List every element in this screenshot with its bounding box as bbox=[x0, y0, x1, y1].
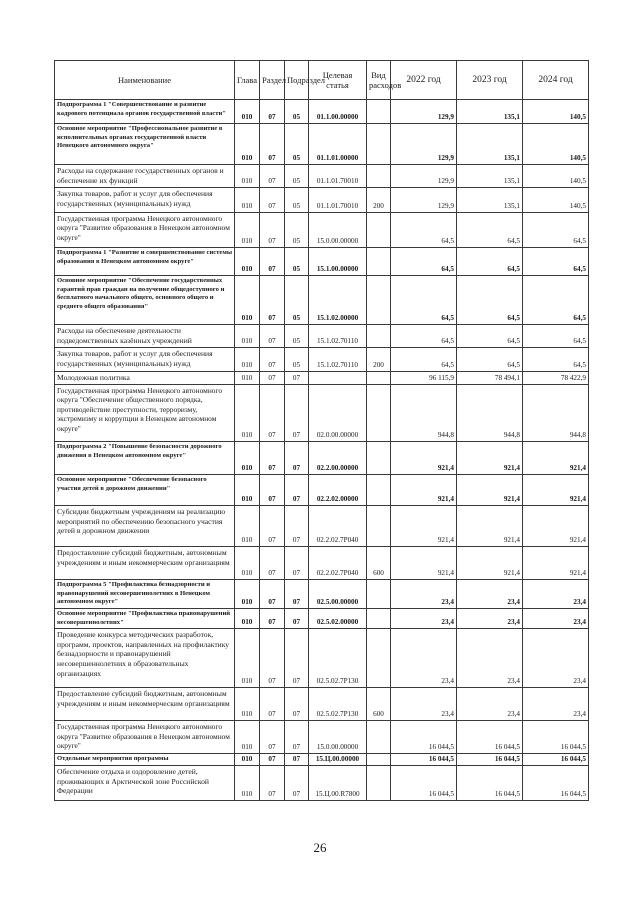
row-2022-value: 129,9 bbox=[391, 188, 457, 213]
row-section-cell: 07 bbox=[260, 248, 285, 276]
row-chapter-cell: 010 bbox=[235, 629, 260, 688]
row-article-cell: 01.1.00.00000 bbox=[309, 100, 367, 124]
row-2024-value: 23,4 bbox=[523, 580, 589, 609]
row-2024-value: 78 422,9 bbox=[523, 372, 589, 385]
row-chapter-cell: 010 bbox=[235, 372, 260, 385]
header-article: Целевая статья bbox=[309, 61, 367, 100]
header-year-2024: 2024 год bbox=[523, 61, 589, 100]
row-2023-value: 64,5 bbox=[457, 325, 523, 348]
row-article-cell: 02.5.02.7Р130 bbox=[309, 688, 367, 721]
row-expense-type-cell bbox=[367, 213, 391, 248]
row-2024-value: 64,5 bbox=[523, 348, 589, 372]
row-expense-type-cell bbox=[367, 385, 391, 442]
row-2023-value: 23,4 bbox=[457, 629, 523, 688]
row-name-cell: Проведение конкурса методических разработок, программ, проектов, направленных на профилактику безнадзорности и правонарушений несовершеннолетних в образовательных организациях bbox=[55, 629, 235, 688]
table-row bbox=[55, 124, 589, 165]
row-name-cell: Государственная программа Ненецкого автономного округа "Развитие образования в Ненецком автономном округе" bbox=[55, 721, 235, 754]
row-2022-value: 96 115,9 bbox=[391, 372, 457, 385]
table-row bbox=[55, 721, 589, 754]
row-article-cell: 15.0.00.00000 bbox=[309, 213, 367, 248]
row-section-cell: 07 bbox=[260, 506, 285, 547]
row-2024-value: 64,5 bbox=[523, 325, 589, 348]
row-name-cell: Подпрограмма 5 "Профилактика безнадзорности и правонарушений несовершеннолетних в Ненецком автономном округе" bbox=[55, 580, 235, 609]
table-row bbox=[55, 188, 589, 213]
row-section-cell: 07 bbox=[260, 688, 285, 721]
row-section-cell: 07 bbox=[260, 276, 285, 325]
header-subsection: Подраздел bbox=[285, 61, 309, 100]
row-name-cell: Закупка товаров, работ и услуг для обеспечения государственных (муниципальных) нужд bbox=[55, 348, 235, 372]
row-name-cell: Основное мероприятие "Обеспечение безопасного участия детей в дорожном движении" bbox=[55, 475, 235, 506]
row-2022-value: 16 044,5 bbox=[391, 754, 457, 766]
row-2023-value: 16 044,5 bbox=[457, 754, 523, 766]
row-subsection-cell: 05 bbox=[285, 213, 309, 248]
row-2024-value: 944,8 bbox=[523, 385, 589, 442]
table-row bbox=[55, 385, 589, 442]
row-2023-value: 23,4 bbox=[457, 688, 523, 721]
row-subsection-cell: 05 bbox=[285, 188, 309, 213]
row-chapter-cell: 010 bbox=[235, 475, 260, 506]
row-chapter-cell: 010 bbox=[235, 766, 260, 801]
row-article-cell: 15.Ц.00.00000 bbox=[309, 754, 367, 766]
row-chapter-cell: 010 bbox=[235, 721, 260, 754]
table-body bbox=[55, 100, 589, 801]
page-number: 26 bbox=[313, 840, 327, 855]
row-expense-type-cell bbox=[367, 165, 391, 188]
row-name-cell: Предоставление субсидий бюджетным, автономным учреждениям и иным некоммерческим организациям bbox=[55, 547, 235, 580]
row-section-cell: 07 bbox=[260, 475, 285, 506]
row-2022-value: 64,5 bbox=[391, 248, 457, 276]
row-2022-value: 129,9 bbox=[391, 165, 457, 188]
row-2022-value: 129,9 bbox=[391, 100, 457, 124]
row-2023-value: 921,4 bbox=[457, 475, 523, 506]
row-subsection-cell: 05 bbox=[285, 124, 309, 165]
row-article-cell: 02.2.02.7Р040 bbox=[309, 547, 367, 580]
row-expense-type-cell bbox=[367, 372, 391, 385]
table-row bbox=[55, 754, 589, 766]
row-name-cell: Государственная программа Ненецкого автономного округа "Развитие образования в Ненецком автономном округе" bbox=[55, 213, 235, 248]
row-name-cell: Обеспечение отдыха и оздоровление детей, проживающих в Арктической зоне Российской Федерации bbox=[55, 766, 235, 801]
table-row bbox=[55, 475, 589, 506]
header-chapter: Глава bbox=[235, 61, 260, 100]
row-subsection-cell: 07 bbox=[285, 385, 309, 442]
row-2022-value: 64,5 bbox=[391, 276, 457, 325]
row-section-cell: 07 bbox=[260, 325, 285, 348]
row-article-cell: 15.1.02.70110 bbox=[309, 325, 367, 348]
row-2024-value: 921,4 bbox=[523, 475, 589, 506]
row-2023-value: 23,4 bbox=[457, 609, 523, 629]
row-article-cell: 01.1.01.00000 bbox=[309, 124, 367, 165]
row-article-cell bbox=[309, 372, 367, 385]
row-expense-type-cell bbox=[367, 580, 391, 609]
row-article-cell: 02.5.00.00000 bbox=[309, 580, 367, 609]
row-name-cell: Подпрограмма 1 "Развитие и совершенствование системы образования в Ненецком автономном округе" bbox=[55, 248, 235, 276]
row-2022-value: 921,4 bbox=[391, 475, 457, 506]
row-2022-value: 16 044,5 bbox=[391, 766, 457, 801]
row-article-cell: 15.1.02.00000 bbox=[309, 276, 367, 325]
row-subsection-cell: 07 bbox=[285, 754, 309, 766]
row-2022-value: 23,4 bbox=[391, 629, 457, 688]
row-subsection-cell: 05 bbox=[285, 248, 309, 276]
row-chapter-cell: 010 bbox=[235, 124, 260, 165]
row-2023-value: 921,4 bbox=[457, 547, 523, 580]
row-2024-value: 23,4 bbox=[523, 688, 589, 721]
row-name-cell: Отдельные мероприятия программы bbox=[55, 754, 235, 766]
row-article-cell: 02.5.02.00000 bbox=[309, 609, 367, 629]
table-row bbox=[55, 580, 589, 609]
row-2024-value: 921,4 bbox=[523, 442, 589, 475]
row-subsection-cell: 05 bbox=[285, 276, 309, 325]
row-expense-type-cell: 200 bbox=[367, 188, 391, 213]
row-section-cell: 07 bbox=[260, 629, 285, 688]
row-article-cell: 01.1.01.70010 bbox=[309, 165, 367, 188]
row-section-cell: 07 bbox=[260, 165, 285, 188]
row-subsection-cell: 07 bbox=[285, 372, 309, 385]
row-2023-value: 921,4 bbox=[457, 506, 523, 547]
row-2024-value: 64,5 bbox=[523, 276, 589, 325]
row-expense-type-cell bbox=[367, 721, 391, 754]
row-article-cell: 02.2.02.7Р040 bbox=[309, 506, 367, 547]
row-expense-type-cell bbox=[367, 442, 391, 475]
row-2023-value: 64,5 bbox=[457, 213, 523, 248]
row-2024-value: 23,4 bbox=[523, 609, 589, 629]
row-name-cell: Подпрограмма 2 "Повышение безопасности дорожного движения в Ненецком автономном округе" bbox=[55, 442, 235, 475]
row-2022-value: 23,4 bbox=[391, 609, 457, 629]
row-name-cell: Молодежная политика bbox=[55, 372, 235, 385]
row-name-cell: Расходы на содержание государственных органов и обеспечение их функций bbox=[55, 165, 235, 188]
row-chapter-cell: 010 bbox=[235, 547, 260, 580]
row-subsection-cell: 05 bbox=[285, 325, 309, 348]
table-row bbox=[55, 348, 589, 372]
row-name-cell: Основное мероприятие "Обеспечение государственных гарантий прав граждан на получение общедоступного и бесплатного начального общего, основного общего и среднего общего образования" bbox=[55, 276, 235, 325]
table-row bbox=[55, 506, 589, 547]
table-row bbox=[55, 325, 589, 348]
row-2023-value: 23,4 bbox=[457, 580, 523, 609]
row-expense-type-cell: 600 bbox=[367, 688, 391, 721]
row-article-cell: 15.1.00.00000 bbox=[309, 248, 367, 276]
row-2023-value: 64,5 bbox=[457, 248, 523, 276]
row-expense-type-cell bbox=[367, 248, 391, 276]
row-expense-type-cell bbox=[367, 325, 391, 348]
row-chapter-cell: 010 bbox=[235, 188, 260, 213]
row-2023-value: 135,1 bbox=[457, 124, 523, 165]
row-subsection-cell: 07 bbox=[285, 629, 309, 688]
row-2023-value: 135,1 bbox=[457, 188, 523, 213]
row-2023-value: 64,5 bbox=[457, 276, 523, 325]
table-row bbox=[55, 688, 589, 721]
row-section-cell: 07 bbox=[260, 348, 285, 372]
row-section-cell: 07 bbox=[260, 754, 285, 766]
row-section-cell: 07 bbox=[260, 547, 285, 580]
row-section-cell: 07 bbox=[260, 124, 285, 165]
row-2024-value: 16 044,5 bbox=[523, 754, 589, 766]
row-2022-value: 64,5 bbox=[391, 325, 457, 348]
row-name-cell: Подпрограмма 1 "Совершенствование и развитие кадрового потенциала органов государственной власти" bbox=[55, 100, 235, 124]
row-expense-type-cell bbox=[367, 766, 391, 801]
budget-table bbox=[54, 60, 589, 801]
row-2023-value: 78 494,1 bbox=[457, 372, 523, 385]
row-subsection-cell: 07 bbox=[285, 609, 309, 629]
row-subsection-cell: 07 bbox=[285, 475, 309, 506]
row-article-cell: 01.1.01.70010 bbox=[309, 188, 367, 213]
row-chapter-cell: 010 bbox=[235, 165, 260, 188]
row-2023-value: 135,1 bbox=[457, 165, 523, 188]
row-expense-type-cell bbox=[367, 276, 391, 325]
row-expense-type-cell bbox=[367, 475, 391, 506]
row-article-cell: 15.1.02.70110 bbox=[309, 348, 367, 372]
row-section-cell: 07 bbox=[260, 442, 285, 475]
row-chapter-cell: 010 bbox=[235, 580, 260, 609]
row-2022-value: 129,9 bbox=[391, 124, 457, 165]
row-section-cell: 07 bbox=[260, 609, 285, 629]
row-subsection-cell: 07 bbox=[285, 688, 309, 721]
row-2024-value: 140,5 bbox=[523, 100, 589, 124]
row-2022-value: 23,4 bbox=[391, 688, 457, 721]
row-section-cell: 07 bbox=[260, 580, 285, 609]
table-header-row bbox=[55, 61, 589, 100]
row-name-cell: Государственная программа Ненецкого автономного округа "Обеспечение общественного порядка, противодействие преступности, терроризму, экстремизму и коррупции в Ненецком автономном округе" bbox=[55, 385, 235, 442]
row-expense-type-cell bbox=[367, 124, 391, 165]
table-row bbox=[55, 629, 589, 688]
row-name-cell: Расходы на обеспечение деятельности подведомственных казённых учреждений bbox=[55, 325, 235, 348]
row-chapter-cell: 010 bbox=[235, 506, 260, 547]
row-2022-value: 944,8 bbox=[391, 385, 457, 442]
row-chapter-cell: 010 bbox=[235, 213, 260, 248]
row-subsection-cell: 07 bbox=[285, 442, 309, 475]
row-2023-value: 135,1 bbox=[457, 100, 523, 124]
row-section-cell: 07 bbox=[260, 188, 285, 213]
row-expense-type-cell bbox=[367, 609, 391, 629]
table-row bbox=[55, 609, 589, 629]
row-subsection-cell: 05 bbox=[285, 165, 309, 188]
row-name-cell: Субсидии бюджетным учреждениям на реализацию мероприятий по обеспечению безопасного участия детей в дорожном движении bbox=[55, 506, 235, 547]
row-2023-value: 921,4 bbox=[457, 442, 523, 475]
row-expense-type-cell: 200 bbox=[367, 348, 391, 372]
row-name-cell: Основное мероприятие "Профессиональное развитие в исполнительных органах государственной власти Ненецкого автономного округа" bbox=[55, 124, 235, 165]
row-subsection-cell: 07 bbox=[285, 506, 309, 547]
row-expense-type-cell bbox=[367, 629, 391, 688]
row-2024-value: 64,5 bbox=[523, 248, 589, 276]
row-expense-type-cell bbox=[367, 754, 391, 766]
table-row bbox=[55, 213, 589, 248]
row-subsection-cell: 05 bbox=[285, 348, 309, 372]
header-section: Раздел bbox=[260, 61, 285, 100]
table-row bbox=[55, 766, 589, 801]
row-chapter-cell: 010 bbox=[235, 348, 260, 372]
row-subsection-cell: 07 bbox=[285, 547, 309, 580]
row-2024-value: 140,5 bbox=[523, 188, 589, 213]
row-subsection-cell: 07 bbox=[285, 580, 309, 609]
row-2024-value: 64,5 bbox=[523, 213, 589, 248]
row-article-cell: 15.Ц.00.R7800 bbox=[309, 766, 367, 801]
table-row bbox=[55, 442, 589, 475]
row-article-cell: 02.0.00.00000 bbox=[309, 385, 367, 442]
row-2022-value: 23,4 bbox=[391, 580, 457, 609]
row-expense-type-cell bbox=[367, 506, 391, 547]
row-chapter-cell: 010 bbox=[235, 100, 260, 124]
row-2022-value: 64,5 bbox=[391, 348, 457, 372]
row-chapter-cell: 010 bbox=[235, 385, 260, 442]
row-section-cell: 07 bbox=[260, 385, 285, 442]
row-chapter-cell: 010 bbox=[235, 688, 260, 721]
table-row bbox=[55, 547, 589, 580]
header-year-2023: 2023 год bbox=[457, 61, 523, 100]
row-2023-value: 944,8 bbox=[457, 385, 523, 442]
row-2022-value: 921,4 bbox=[391, 506, 457, 547]
row-name-cell: Предоставление субсидий бюджетным, автономным учреждениям и иным некоммерческим организациям bbox=[55, 688, 235, 721]
row-expense-type-cell bbox=[367, 100, 391, 124]
row-section-cell: 07 bbox=[260, 213, 285, 248]
row-2024-value: 921,4 bbox=[523, 506, 589, 547]
row-subsection-cell: 07 bbox=[285, 766, 309, 801]
row-chapter-cell: 010 bbox=[235, 609, 260, 629]
row-chapter-cell: 010 bbox=[235, 442, 260, 475]
row-article-cell: 02.2.02.00000 bbox=[309, 475, 367, 506]
row-2024-value: 16 044,5 bbox=[523, 721, 589, 754]
table-row bbox=[55, 372, 589, 385]
row-section-cell: 07 bbox=[260, 721, 285, 754]
row-2024-value: 921,4 bbox=[523, 547, 589, 580]
header-name: Наименование bbox=[55, 61, 235, 100]
row-expense-type-cell: 600 bbox=[367, 547, 391, 580]
row-article-cell: 02.5.02.7Р130 bbox=[309, 629, 367, 688]
row-2022-value: 64,5 bbox=[391, 213, 457, 248]
row-2023-value: 64,5 bbox=[457, 348, 523, 372]
table-row bbox=[55, 100, 589, 124]
row-article-cell: 15.0.00.00000 bbox=[309, 721, 367, 754]
header-expense-type: Вид расходов bbox=[367, 61, 391, 100]
row-subsection-cell: 05 bbox=[285, 100, 309, 124]
row-2024-value: 23,4 bbox=[523, 629, 589, 688]
row-subsection-cell: 07 bbox=[285, 721, 309, 754]
row-chapter-cell: 010 bbox=[235, 276, 260, 325]
row-section-cell: 07 bbox=[260, 372, 285, 385]
header-year-2022: 2022 год bbox=[391, 61, 457, 100]
row-2022-value: 921,4 bbox=[391, 547, 457, 580]
row-2022-value: 16 044,5 bbox=[391, 721, 457, 754]
row-2022-value: 921,4 bbox=[391, 442, 457, 475]
row-2023-value: 16 044,5 bbox=[457, 721, 523, 754]
row-article-cell: 02.2.00.00000 bbox=[309, 442, 367, 475]
row-2024-value: 140,5 bbox=[523, 165, 589, 188]
row-name-cell: Основное мероприятие "Профилактика правонарушений несовершеннолетних" bbox=[55, 609, 235, 629]
row-2024-value: 16 044,5 bbox=[523, 766, 589, 801]
row-section-cell: 07 bbox=[260, 100, 285, 124]
row-chapter-cell: 010 bbox=[235, 754, 260, 766]
row-2024-value: 140,5 bbox=[523, 124, 589, 165]
row-name-cell: Закупка товаров, работ и услуг для обеспечения государственных (муниципальных) нужд bbox=[55, 188, 235, 213]
row-2023-value: 16 044,5 bbox=[457, 766, 523, 801]
row-section-cell: 07 bbox=[260, 766, 285, 801]
table-row bbox=[55, 248, 589, 276]
table-row bbox=[55, 165, 589, 188]
table-row bbox=[55, 276, 589, 325]
row-chapter-cell: 010 bbox=[235, 248, 260, 276]
row-chapter-cell: 010 bbox=[235, 325, 260, 348]
